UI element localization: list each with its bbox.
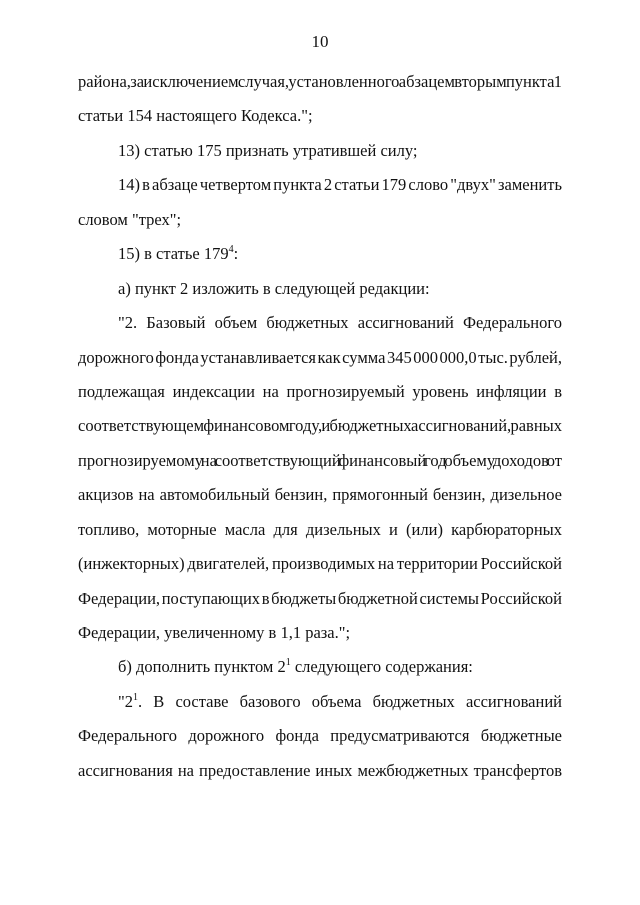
line-text: б) дополнить пунктом 2 [118,657,286,677]
superscript: 4 [228,244,234,256]
line-text: дорожного фонда устанавливается как сумма 345 000 000,0 тыс. рублей, [78,347,562,367]
line-text: Федерального дорожного фонда предусматриваются бюджетные [78,726,562,746]
line-text: "2. Базовый объем бюджетных ассигнований Федерального [118,313,562,333]
line-text: : [233,244,239,264]
line-text: статьи 154 настоящего Кодекса."; [78,106,313,126]
line-text: . В составе базового объема бюджетных ассигнований [138,691,562,711]
line-text: а) пункт 2 изложить в следующей редакции: [118,278,430,298]
text-line [78,616,562,650]
line-text: 15) в статье 179 [118,244,229,264]
text-line [78,306,562,340]
line-text: словом "трех"; [78,209,182,229]
line-text: Федерации, поступающих в бюджеты бюджетной системы Российской [78,588,562,608]
superscript: 1 [133,691,138,703]
line-text: соответствующем финансовом году, и бюджетных ассигнований, равных [78,416,562,436]
line-text: подлежащая индексации на прогнозируемый уровень инфляции в [78,381,562,401]
document-body [78,65,562,788]
text-line [78,341,562,375]
subitem-b [78,650,562,684]
page-number: 10 [311,32,329,51]
line-text: 14) в абзаце четвертом пункта 2 статьи 179 слово "двух" заменить [118,175,562,195]
text-line [78,547,562,581]
line-text: Федерации, увеличенному в 1,1 раза."; [78,623,351,642]
line-text: ассигнования на предоставление иных межбюджетных трансфертов [78,760,562,780]
text-line [78,478,562,512]
line-text: "2 [118,691,133,711]
text-line [78,513,562,547]
list-item-15 [78,237,562,271]
subitem-a [78,272,562,306]
text-line [78,375,562,409]
list-item-14 [78,168,562,202]
text-line [78,444,562,478]
text-line [78,99,562,133]
text-line [78,582,562,616]
line-text: топливо, моторные масла для дизельных и (или) карбюраторных [78,519,562,539]
line-text: района, за исключением случая, установленного абзацем вторым пункта 1 [78,72,562,91]
text-line [78,719,562,753]
text-line [78,409,562,443]
text-line [78,754,562,788]
line-text: следующего содержания: [290,657,473,677]
line-text: акцизов на автомобильный бензин, прямогонный бензин, дизельное [78,485,562,505]
line-text: (инжекторных) двигателей, производимых на территории Российской [78,554,562,574]
list-item-13 [78,134,562,168]
text-line [78,685,562,719]
line-text: прогнозируемому на соответствующий финансовый год объему доходов от [78,450,562,470]
line-text: 13) статью 175 признать утратившей силу; [118,140,418,160]
superscript: 1 [285,657,291,669]
text-line [78,65,562,99]
text-line [78,203,562,237]
